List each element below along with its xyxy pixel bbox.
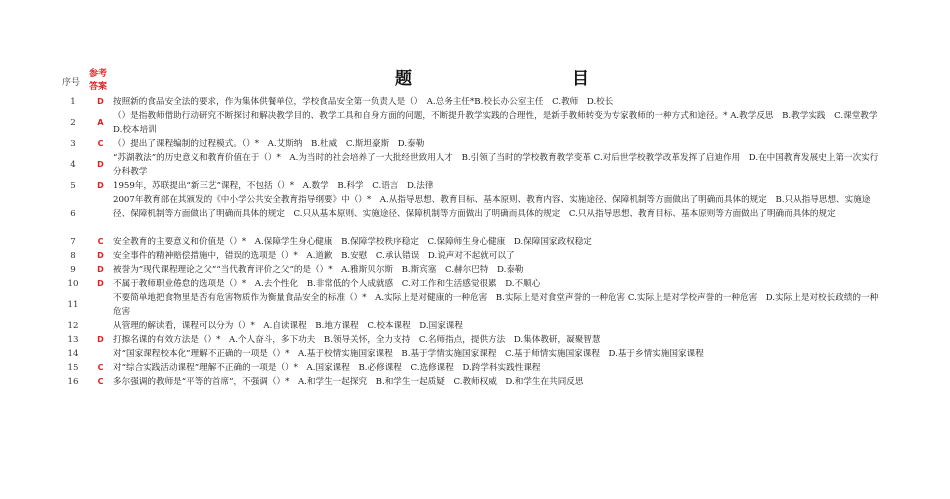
row-number: 13	[67, 335, 79, 345]
table-row	[58, 235, 888, 249]
table-row	[58, 137, 888, 151]
table-row	[58, 193, 888, 235]
table-row	[58, 277, 888, 291]
row-number: 16	[67, 377, 79, 387]
row-number: 7	[70, 237, 76, 247]
table-row	[58, 95, 888, 109]
row-question: 安全事件的精神赔偿措施中，错误的选项是（）* A.道歉 B.安慰 C.承认错误 D.说声对不起就可以了	[113, 251, 515, 261]
row-number: 1	[70, 97, 76, 107]
row-question: （）提出了课程编制的过程模式。（）* A.艾斯纳 B.杜威 C.斯坦豪斯 D.泰勒	[113, 139, 425, 149]
table-row	[58, 347, 888, 361]
row-answer: D	[97, 265, 104, 274]
row-question: 不属于教师职业倦怠的选项是（）* A.去个性化 B.非常低的个人成就感 C.对工作和生活感觉很累 D.不顺心	[113, 279, 541, 289]
row-number: 15	[67, 363, 79, 373]
row-question: 不要简单地把食物里是否有危害物质作为衡量食品安全的标准（）* A.实际上是对健康的一种危害 B.实际上是对食堂声誉的一种危害 C.实际上是对学校声誉的一种危害 D.实际上是对校长政绩的一种危害	[113, 293, 879, 317]
row-number: 11	[67, 300, 79, 310]
row-answer: C	[97, 237, 104, 246]
table-row	[58, 319, 888, 333]
row-question: 对“国家课程校本化”理解不正确的一项是（）* A.基于校情实施国家课程 B.基于学情实施国家课程 C.基于师情实施国家课程 D.基于乡情实施国家课程	[113, 349, 704, 359]
table-row	[58, 361, 888, 375]
header-seq-label: 序号	[62, 78, 81, 88]
row-answer: D	[97, 97, 104, 106]
row-number: 6	[70, 209, 76, 219]
row-answer: D	[97, 335, 104, 344]
row-answer: C	[97, 363, 104, 372]
table-row	[58, 291, 888, 319]
row-question: “苏湖教法”的历史意义和教育价值在于（）* A.为当时的社会培养了一大批经世致用人才 B.引领了当时的学校教育教学变革 C.对后世学校教学改革发挥了启迪作用 D.在中国教育发展史上第一次实行分科教学	[113, 153, 879, 177]
row-number: 2	[70, 118, 76, 128]
row-answer: D	[97, 181, 104, 190]
row-answer: D	[97, 251, 104, 260]
row-question: 多尔强调的教师是“平等的首席”，不强调（）* A.和学生一起探究 B.和学生一起质疑 C.教师权威 D.和学生在共同反思	[113, 377, 584, 387]
table-row	[58, 109, 888, 137]
row-question: 安全教育的主要意义和价值是（）* A.保障学生身心健康 B.保障学校秩序稳定 C.保障师生身心健康 D.保障国家政权稳定	[113, 237, 592, 247]
row-number: 9	[70, 265, 76, 275]
row-question: 对“综合实践活动课程”理解不正确的一项是（）* A.国家课程 B.必修课程 C.选修课程 D.跨学科实践性课程	[113, 363, 541, 373]
table-row	[58, 333, 888, 347]
row-question: 从管理的解读看，课程可以分为（）* A.自读课程 B.地方课程 C.校本课程 D.国家课程	[113, 321, 463, 331]
header-title-left: 题	[395, 69, 412, 89]
row-answer: C	[97, 377, 104, 386]
table-row	[58, 375, 888, 389]
row-answer: A	[97, 118, 104, 127]
row-question: 按照新的食品安全法的要求，作为集体供餐单位，学校食品安全第一负责人是（） A.总务主任*B.校长办公室主任 C.教师 D.校长	[113, 97, 614, 107]
row-question: 打擦名课的有效方法是（）* A.个人奋斗，多下功夫 B.领导关怀，全力支持 C.名师指点，提供方法 D.集体教研，凝聚智慧	[113, 335, 601, 345]
table-row	[58, 249, 888, 263]
row-number: 8	[70, 251, 76, 261]
table-row	[58, 151, 888, 179]
row-number: 5	[70, 181, 76, 191]
row-number: 3	[70, 139, 76, 149]
row-question: （）是指教师借助行动研究不断探讨和解决教学目的、教学工具和自身方面的问题，不断提升教学实践的合理性，是新手教师转变为专家教师的一种方式和途径。* A.教学反思 B.教学实践 C.课堂教学 D.校本培训	[113, 111, 887, 135]
row-number: 10	[67, 279, 79, 289]
header-title-right: 目	[572, 69, 589, 89]
row-question: 1959年，苏联提出“新三艺”课程，不包括（）* A.数学 B.科学 C.语言 D.法律	[113, 181, 434, 191]
table-row	[58, 179, 888, 193]
table-row	[58, 263, 888, 277]
row-number: 14	[67, 349, 79, 359]
row-answer: D	[97, 279, 104, 288]
header-answer-label: 参考答案	[88, 69, 107, 92]
row-answer: C	[97, 139, 104, 148]
row-question: 2007年教育部在其颁发的《中小学公共安全教育指导纲要》中（）* A.从指导思想、教育目标、基本原则、教育内容、实施途径、保障机制等方面做出了明确而具体的规定 B.只从指导思想、实施途径、保障机制等方面做出了明确而具体的规定 C.只从基本原则、实施途径、保障机制等方面做出了明确而具体的规定 C.只从指导思想、教育目标、基本原则等方面做出了明确而具体的规定	[113, 195, 871, 219]
row-question: 被誉为“现代课程理论之父”“当代教育评价之父”的是（）* A.雅斯贝尔斯 B.斯宾塞 C.赫尔巴特 D.泰勒	[113, 265, 524, 275]
row-answer: D	[97, 160, 104, 169]
row-number: 12	[67, 321, 79, 331]
question-table	[58, 95, 888, 389]
row-number: 4	[70, 160, 76, 170]
